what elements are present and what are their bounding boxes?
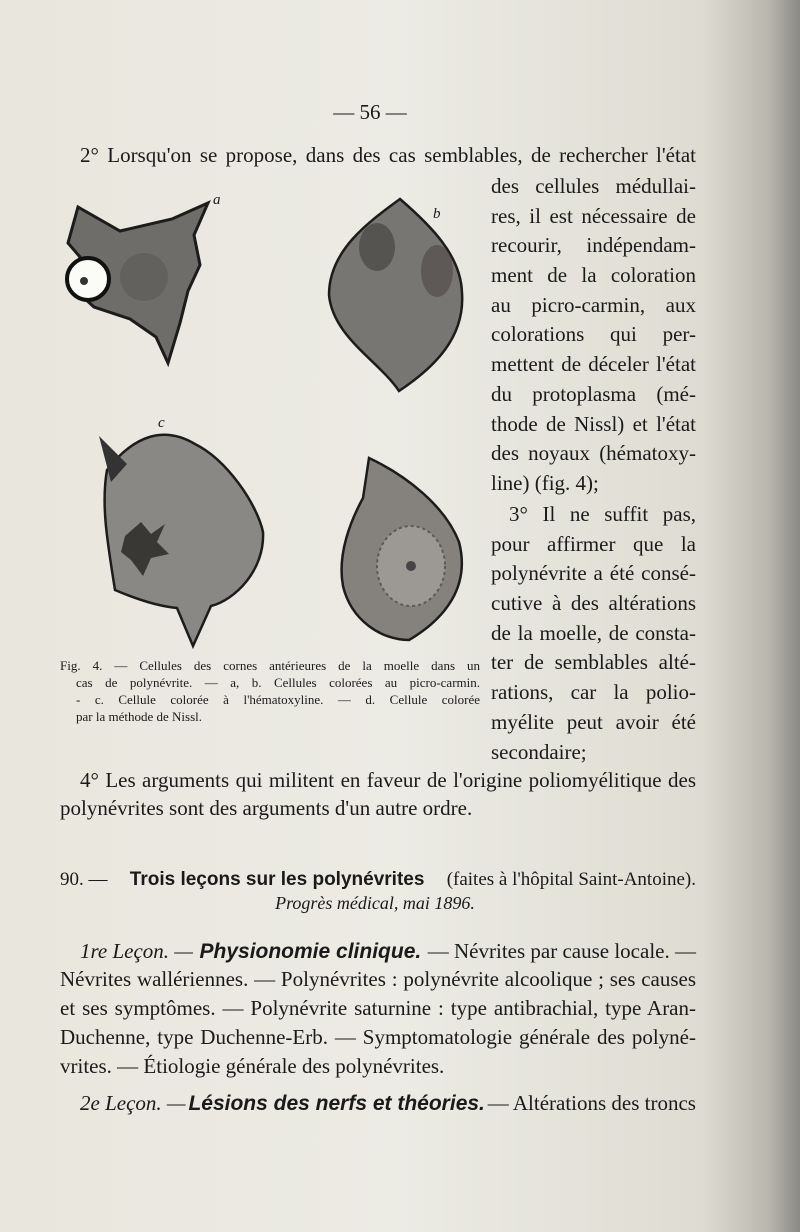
lecon-2-title: Lésions des nerfs et théories. — [188, 1092, 485, 1115]
caption-line: - c. Cellule colorée à l'hématoxyline. — d. Cellule colorée — [76, 692, 480, 707]
paragraph-2-right-column — [491, 172, 696, 499]
lecon-1-line: Duchenne, type Duchenne-Erb. — Symptomatologie générale des polyné- — [60, 1025, 696, 1049]
text-line: ter de semblables alté- — [491, 650, 696, 675]
lecon-1-first-line — [80, 938, 696, 965]
paragraph-4-line-1: 4° Les arguments qui militent en faveur de l'origine poliomyélitique des — [80, 768, 696, 792]
text-line: rations, car la polio- — [491, 680, 696, 705]
figure-label-c: c — [158, 415, 165, 431]
text-line: 3° Il ne suffit pas, — [509, 502, 696, 526]
lecon-1-line: et ses symptômes. — Polynévrite saturnine : type antibrachial, type Aran- — [60, 996, 696, 1020]
entry-90-source: Progrès médical, mai 1896. — [275, 893, 475, 913]
caption-line: cas de polynévrite. — a, b. Cellules colorées au picro-carmin. — [76, 675, 480, 690]
cell-a-illustration — [60, 195, 220, 380]
text-line: mettent de déceler l'état — [491, 352, 696, 377]
cell-c-illustration — [85, 420, 270, 650]
page-number: — 56 — — [333, 100, 407, 124]
text-line: des noyaux (hématoxy- — [491, 441, 696, 466]
lecon-1-line: vrites. — Étiologie générale des polynévrites. — [60, 1054, 445, 1078]
entry-number: 90. — — [60, 869, 108, 890]
entry-title: Trois leçons sur les polynévrites — [129, 869, 425, 890]
lecon-1-label: 1re Leçon. — — [80, 939, 193, 963]
text-line: pour affirmer que la — [491, 531, 696, 556]
caption-line: par la méthode de Nissl. — [76, 709, 202, 724]
text-line: cutive à des altérations — [491, 591, 696, 616]
text-line: ment de la coloration — [491, 263, 696, 288]
caption-line: Fig. 4. — Cellules des cornes antérieures de la moelle dans un — [60, 658, 480, 673]
cell-b-illustration — [325, 195, 475, 395]
text-line: thode de Nissl) et l'état — [491, 411, 696, 436]
entry-90-heading — [60, 866, 696, 893]
text-line: secondaire; — [491, 739, 587, 764]
text-line: du protoplasma (mé- — [491, 381, 696, 406]
figure-label-b: b — [433, 206, 441, 222]
paragraph-3-right-column — [491, 500, 696, 767]
text-line: res, il est nécessaire de — [491, 203, 696, 228]
lecon-2-rest: — Altérations des troncs — [487, 1091, 696, 1115]
cell-d-illustration — [333, 450, 473, 650]
text-line: myélite peut avoir été — [491, 709, 696, 734]
paragraph-2-first-line: 2° Lorsqu'on se propose, dans des cas semblables, de rechercher l'état — [80, 143, 696, 167]
text-line: polynévrite a été consé- — [491, 561, 696, 586]
text-line: colorations qui per- — [491, 322, 696, 347]
text-line: de la moelle, de consta- — [491, 620, 696, 645]
figure-4-caption — [60, 657, 480, 725]
lecon-2-first-line — [80, 1090, 696, 1117]
lecon-1-line: Névrites wallériennes. — Polynévrites : polynévrite alcoolique ; ses causes — [60, 967, 696, 991]
text-line: des cellules médullai- — [491, 174, 696, 198]
paragraph-4-line-2: polynévrites sont des arguments d'un autre ordre. — [60, 796, 473, 820]
figure-label-a: a — [213, 192, 221, 208]
lecon-2-label: 2e Leçon. — — [80, 1091, 186, 1115]
text-line: au picro-carmin, aux — [491, 292, 696, 317]
text-line: recourir, indépendam- — [491, 233, 696, 258]
entry-venue: (faites à l'hôpital Saint-Antoine). — [446, 869, 696, 890]
text-line: line) (fig. 4); — [491, 470, 599, 495]
lecon-1-title: Physionomie clinique. — [199, 940, 422, 963]
lecon-1-rest: — Névrites par cause locale. — — [427, 939, 696, 963]
